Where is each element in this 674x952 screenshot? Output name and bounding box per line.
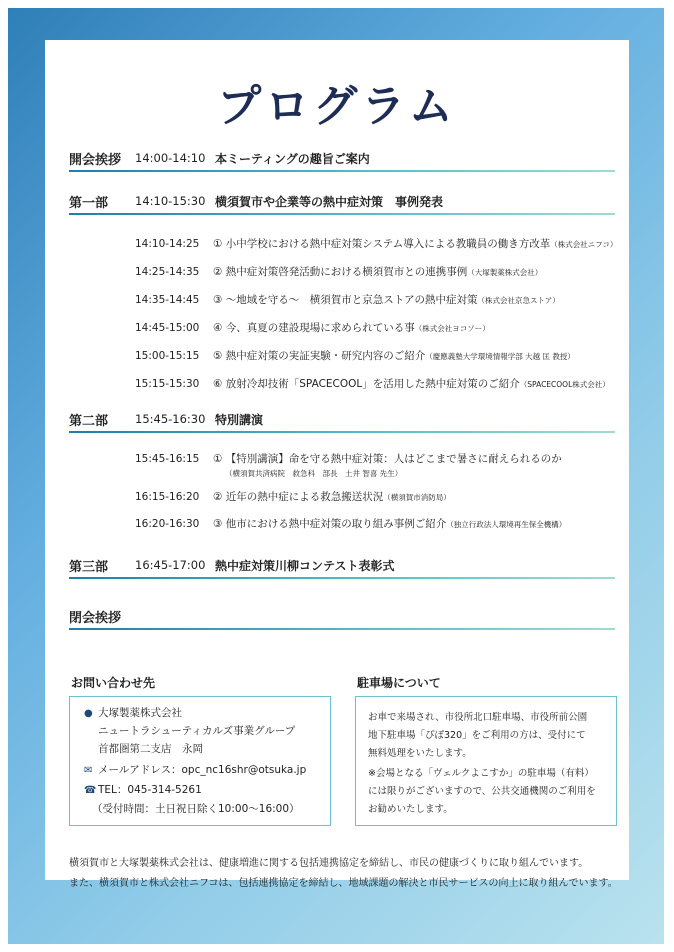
item-org: （株式会社ヨコソー） (414, 324, 490, 333)
item-org: （慶應義塾大学環境情報学部 大越 匡 教授） (425, 352, 575, 361)
item-time: 14:10-14:25 (135, 238, 200, 250)
item-number: ⑤ (213, 350, 223, 362)
item-text: 【特別講演】命を守る熱中症対策：人はどこまで暑さに耐えられるのか (225, 453, 562, 465)
section-time: 14:10-15:30 (135, 194, 206, 208)
item-org: （大塚製薬株式会社） (467, 268, 543, 277)
agenda-item (135, 489, 605, 504)
item-text: ～地域を守る～ 横須賀市と京急ストアの熱中症対策 (225, 294, 478, 306)
item-text: 放射冷却技術「SPACECOOL」を活用した熱中症対策のご紹介 (225, 378, 520, 390)
footer-note: また、横須賀市と株式会社ニフコは、包括連携協定を締結し、地域課題の解決と市民サービスの向上に取り組んでいます。 (69, 878, 618, 889)
item-number: ② (213, 266, 223, 278)
item-text: 小中学校における熱中症対策システム導入による教職員の働き方改革 (225, 238, 551, 250)
item-number: ③ (213, 294, 223, 306)
section-time: 15:45-16:30 (135, 412, 206, 426)
mail-icon: ✉ (84, 765, 93, 776)
section-opening (69, 147, 615, 169)
contact-division: ニュートラシューティカルズ事業グループ (98, 725, 296, 737)
contact-hours: （受付時間：土日祝日除く10:00～16:00） (92, 803, 300, 815)
item-speaker: （横須賀共済病院 救急科 部長 土井 智喜 先生） (225, 469, 403, 478)
section-name: 第二部 (69, 413, 109, 429)
agenda-item (135, 348, 605, 363)
section-closing (69, 605, 615, 627)
item-time: 14:45-15:00 (135, 322, 200, 334)
agenda-item (135, 292, 605, 307)
agenda-item (135, 516, 605, 531)
section-divider (69, 628, 615, 630)
item-text: 近年の熱中症による救急搬送状況 (225, 491, 384, 503)
section-title: 本ミーティングの趣旨ご案内 (215, 151, 370, 166)
item-org: （株式会社京急ストア） (477, 296, 560, 305)
program-sheet (45, 40, 629, 889)
section-time: 16:45-17:00 (135, 558, 206, 572)
contact-company: 大塚製薬株式会社 (98, 707, 182, 719)
section-divider (69, 170, 615, 172)
item-time: 16:20-16:30 (135, 518, 200, 530)
section-divider (69, 213, 615, 215)
contact-email[interactable]: メールアドレス：opc_nc16shr@otsuka.jp (98, 764, 307, 776)
page-title: プログラム (217, 81, 457, 132)
item-org: （横須賀市消防局） (383, 493, 451, 502)
item-text: 今、真夏の建設現場に求められている事 (225, 322, 415, 334)
agenda-item (135, 451, 605, 479)
parking-text: ※会場となる「ヴェルクよこすか」の駐車場（有料） (368, 768, 594, 779)
parking-text: には限りがございますので、公共交通機関のご利用を (368, 786, 596, 797)
item-text: 他市における熱中症対策の取り組み事例ご紹介 (225, 518, 447, 530)
section-part2 (69, 408, 615, 430)
section-divider (69, 577, 615, 579)
section-time: 14:00-14:10 (135, 151, 206, 165)
parking-box (355, 696, 617, 826)
section-divider (69, 431, 615, 433)
agenda-item (135, 376, 610, 391)
section-title: 熱中症対策川柳コンテスト表彰式 (215, 558, 395, 573)
contact-box (69, 696, 331, 826)
item-org: （独立行政法人環境再生保全機構） (446, 520, 567, 529)
item-time: 14:35-14:45 (135, 294, 200, 306)
item-time: 15:45-16:15 (135, 453, 200, 465)
item-number: ⑥ (213, 378, 223, 390)
parking-heading: 駐車場について (357, 676, 441, 690)
section-name: 第三部 (69, 559, 109, 575)
item-number: ① (213, 238, 223, 250)
footer-note: 横須賀市と大塚製薬株式会社は、健康増進に関する包括連携協定を締結し、市民の健康づくりに取り組んでいます。 (69, 858, 589, 869)
section-title: 横須賀市や企業等の熱中症対策 事例発表 (215, 194, 444, 209)
section-name: 閉会挨拶 (69, 610, 122, 626)
item-number: ① (213, 453, 223, 465)
item-number: ④ (213, 322, 223, 334)
agenda-item (135, 264, 605, 279)
item-text: 熱中症対策啓発活動における横須賀市との連携事例 (225, 266, 468, 278)
section-title: 特別講演 (215, 412, 264, 427)
parking-text: 無料処理をいたします。 (368, 748, 472, 759)
section-part3 (69, 554, 615, 576)
contact-heading: お問い合わせ先 (71, 676, 156, 690)
item-time: 14:25-14:35 (135, 266, 200, 278)
item-text: 熱中症対策の実証実験・研究内容のご紹介 (225, 350, 426, 362)
contact-phone[interactable]: TEL：045-314-5261 (98, 784, 202, 796)
item-time: 16:15-16:20 (135, 491, 200, 503)
phone-icon: ☎ (84, 785, 97, 796)
item-org: （株式会社ニフコ） (550, 240, 618, 249)
location-pin-icon: ● (84, 708, 93, 719)
agenda-item (135, 320, 605, 335)
parking-text: お勧めいたします。 (368, 804, 453, 815)
parking-text: 地下駐車場「ぴぽ320」をご利用の方は、受付にて (368, 730, 586, 741)
item-org: （SPACECOOL株式会社） (519, 380, 610, 389)
item-number: ② (213, 491, 223, 503)
item-time: 15:15-15:30 (135, 378, 200, 390)
section-name: 開会挨拶 (69, 152, 122, 168)
item-time: 15:00-15:15 (135, 350, 200, 362)
section-part1 (69, 190, 615, 212)
item-number: ③ (213, 518, 223, 530)
parking-text: お車で来場され、市役所北口駐車場、市役所前公園 (368, 712, 588, 723)
section-name: 第一部 (69, 195, 109, 211)
contact-branch: 首都圏第二支店 永岡 (98, 743, 203, 755)
agenda-item (135, 236, 618, 251)
